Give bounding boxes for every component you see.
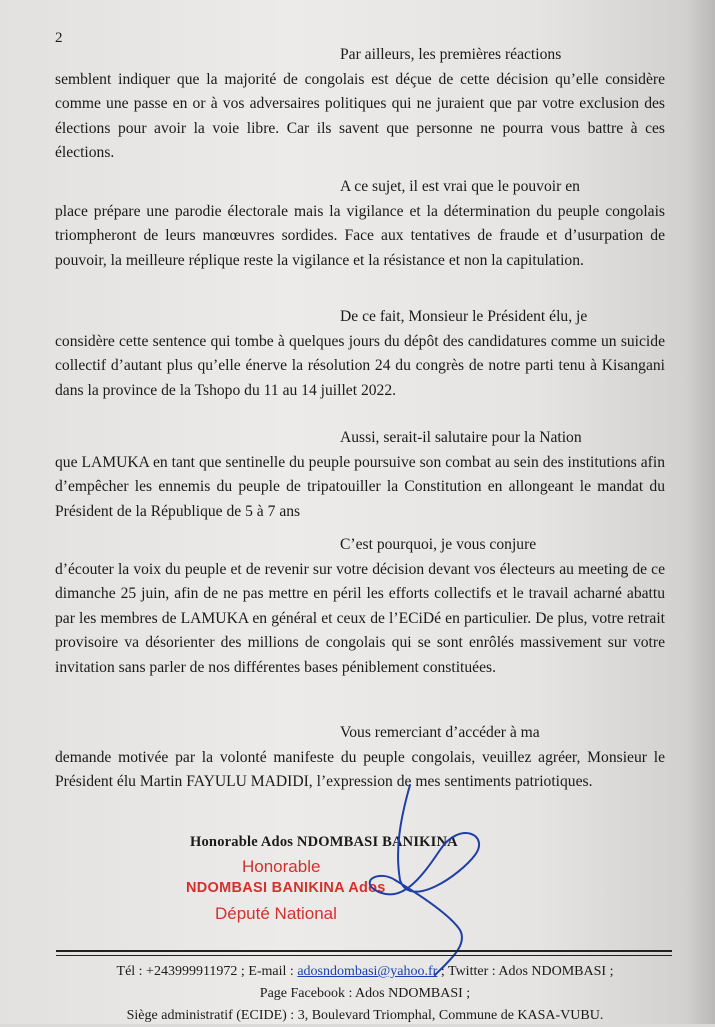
paragraph-4 (55, 426, 665, 524)
paragraph-5 (55, 533, 665, 680)
stamp-line-honorable: Honorable (242, 857, 321, 876)
footer-rule-top (56, 950, 672, 952)
paragraph-3-first-line: De ce fait, Monsieur le Président élu, je (340, 308, 588, 325)
paragraph-1-first-line: Par ailleurs, les premières réactions (340, 46, 562, 63)
paragraph-5-first-line: C’est pourquoi, je vous conjure (340, 536, 537, 553)
page-number: 2 (55, 30, 63, 46)
paragraph-1-body: semblent indiquer que la majorité de congolais est déçue de cette décision qu’elle considère comme une passe en or à vos adversaires politiques qui ne juraient que par votre exclusion des élections pour avoir la voie libre. Car ils savent que personne ne pourra vous battre à ces élections. (55, 70, 665, 161)
paragraph-3-body: considère cette sentence qui tombe à quelques jours du dépôt des candidatures comme un suicide collectif d’autant plus qu’elle énerve la résolution 24 du congrès de notre parti tenu à Kisangani dans la province de la Tshopo du 11 au 14 juillet 2022. (55, 332, 665, 399)
footer-tel: Tél : +243999911972 ; E-mail : (116, 964, 298, 979)
page-edge-shadow (685, 0, 715, 1024)
stamp-line-name: NDOMBASI BANIKINA Ados (186, 880, 386, 896)
paragraph-4-first-line: Aussi, serait-il salutaire pour la Nation (340, 429, 582, 446)
paragraph-5-body: d’écouter la voix du peuple et de revenir sur votre décision devant vos électeurs au meeting de ce dimanche 25 juin, afin de ne pas mettre en péril les efforts collectifs et le travail acharné abattu par les membres de LAMUKA en général et ceux de l’ECiDé en particulier. De plus, votre retrait provisoire va désorienter des millions de congolais qui se sont enrôlés massivement sur votre invitation sans parler de nos différentes bases péniblement constituées. (55, 560, 665, 676)
paragraph-3 (55, 305, 665, 403)
paragraph-2-body: place prépare une parodie électorale mais la vigilance et la détermination du peuple congolais triompheront de leurs manœuvres sordides. Face aux tentatives de fraude et d’usurpation de pouvoir, la meilleure réplique reste la vigilance et la résistance et non la capitulation. (55, 202, 665, 269)
paragraph-1 (55, 43, 665, 166)
footer-facebook-line: Page Facebook : Ados NDOMBASI ; (259, 986, 471, 1001)
footer-email-link[interactable]: adosndombasi@yahoo.fr (297, 964, 438, 979)
paragraph-4-body: que LAMUKA en tant que sentinelle du peuple poursuive son combat au sein des institutions afin d’empêcher les ennemis du peuple de tripatouiller la Constitution en allongeant le mandat du Président de la République de 5 à 7 ans (55, 453, 665, 520)
paragraph-2 (55, 175, 665, 273)
paragraph-6-first-line: Vous remerciant d’accéder à ma (340, 724, 540, 741)
signer-name: Honorable Ados NDOMBASI BANIKINA (190, 834, 458, 850)
footer-address-line: Siège administratif (ECIDE) : 3, Boulevard Triomphal, Commune de KASA-VUBU. (126, 1008, 604, 1023)
footer-rule-bottom (56, 955, 672, 956)
paragraph-6-body: demande motivée par la volonté manifeste du peuple congolais, veuillez agréer, Monsieur le Président élu Martin FAYULU MADIDI, l’expression de mes sentiments patriotiques. (55, 748, 665, 790)
paragraph-2-first-line: A ce sujet, il est vrai que le pouvoir en (340, 178, 580, 195)
footer-contact-line (55, 961, 675, 983)
footer-twitter: ; Twitter : Ados NDOMBASI ; (437, 964, 614, 979)
stamp-line-title: Député National (215, 904, 337, 923)
